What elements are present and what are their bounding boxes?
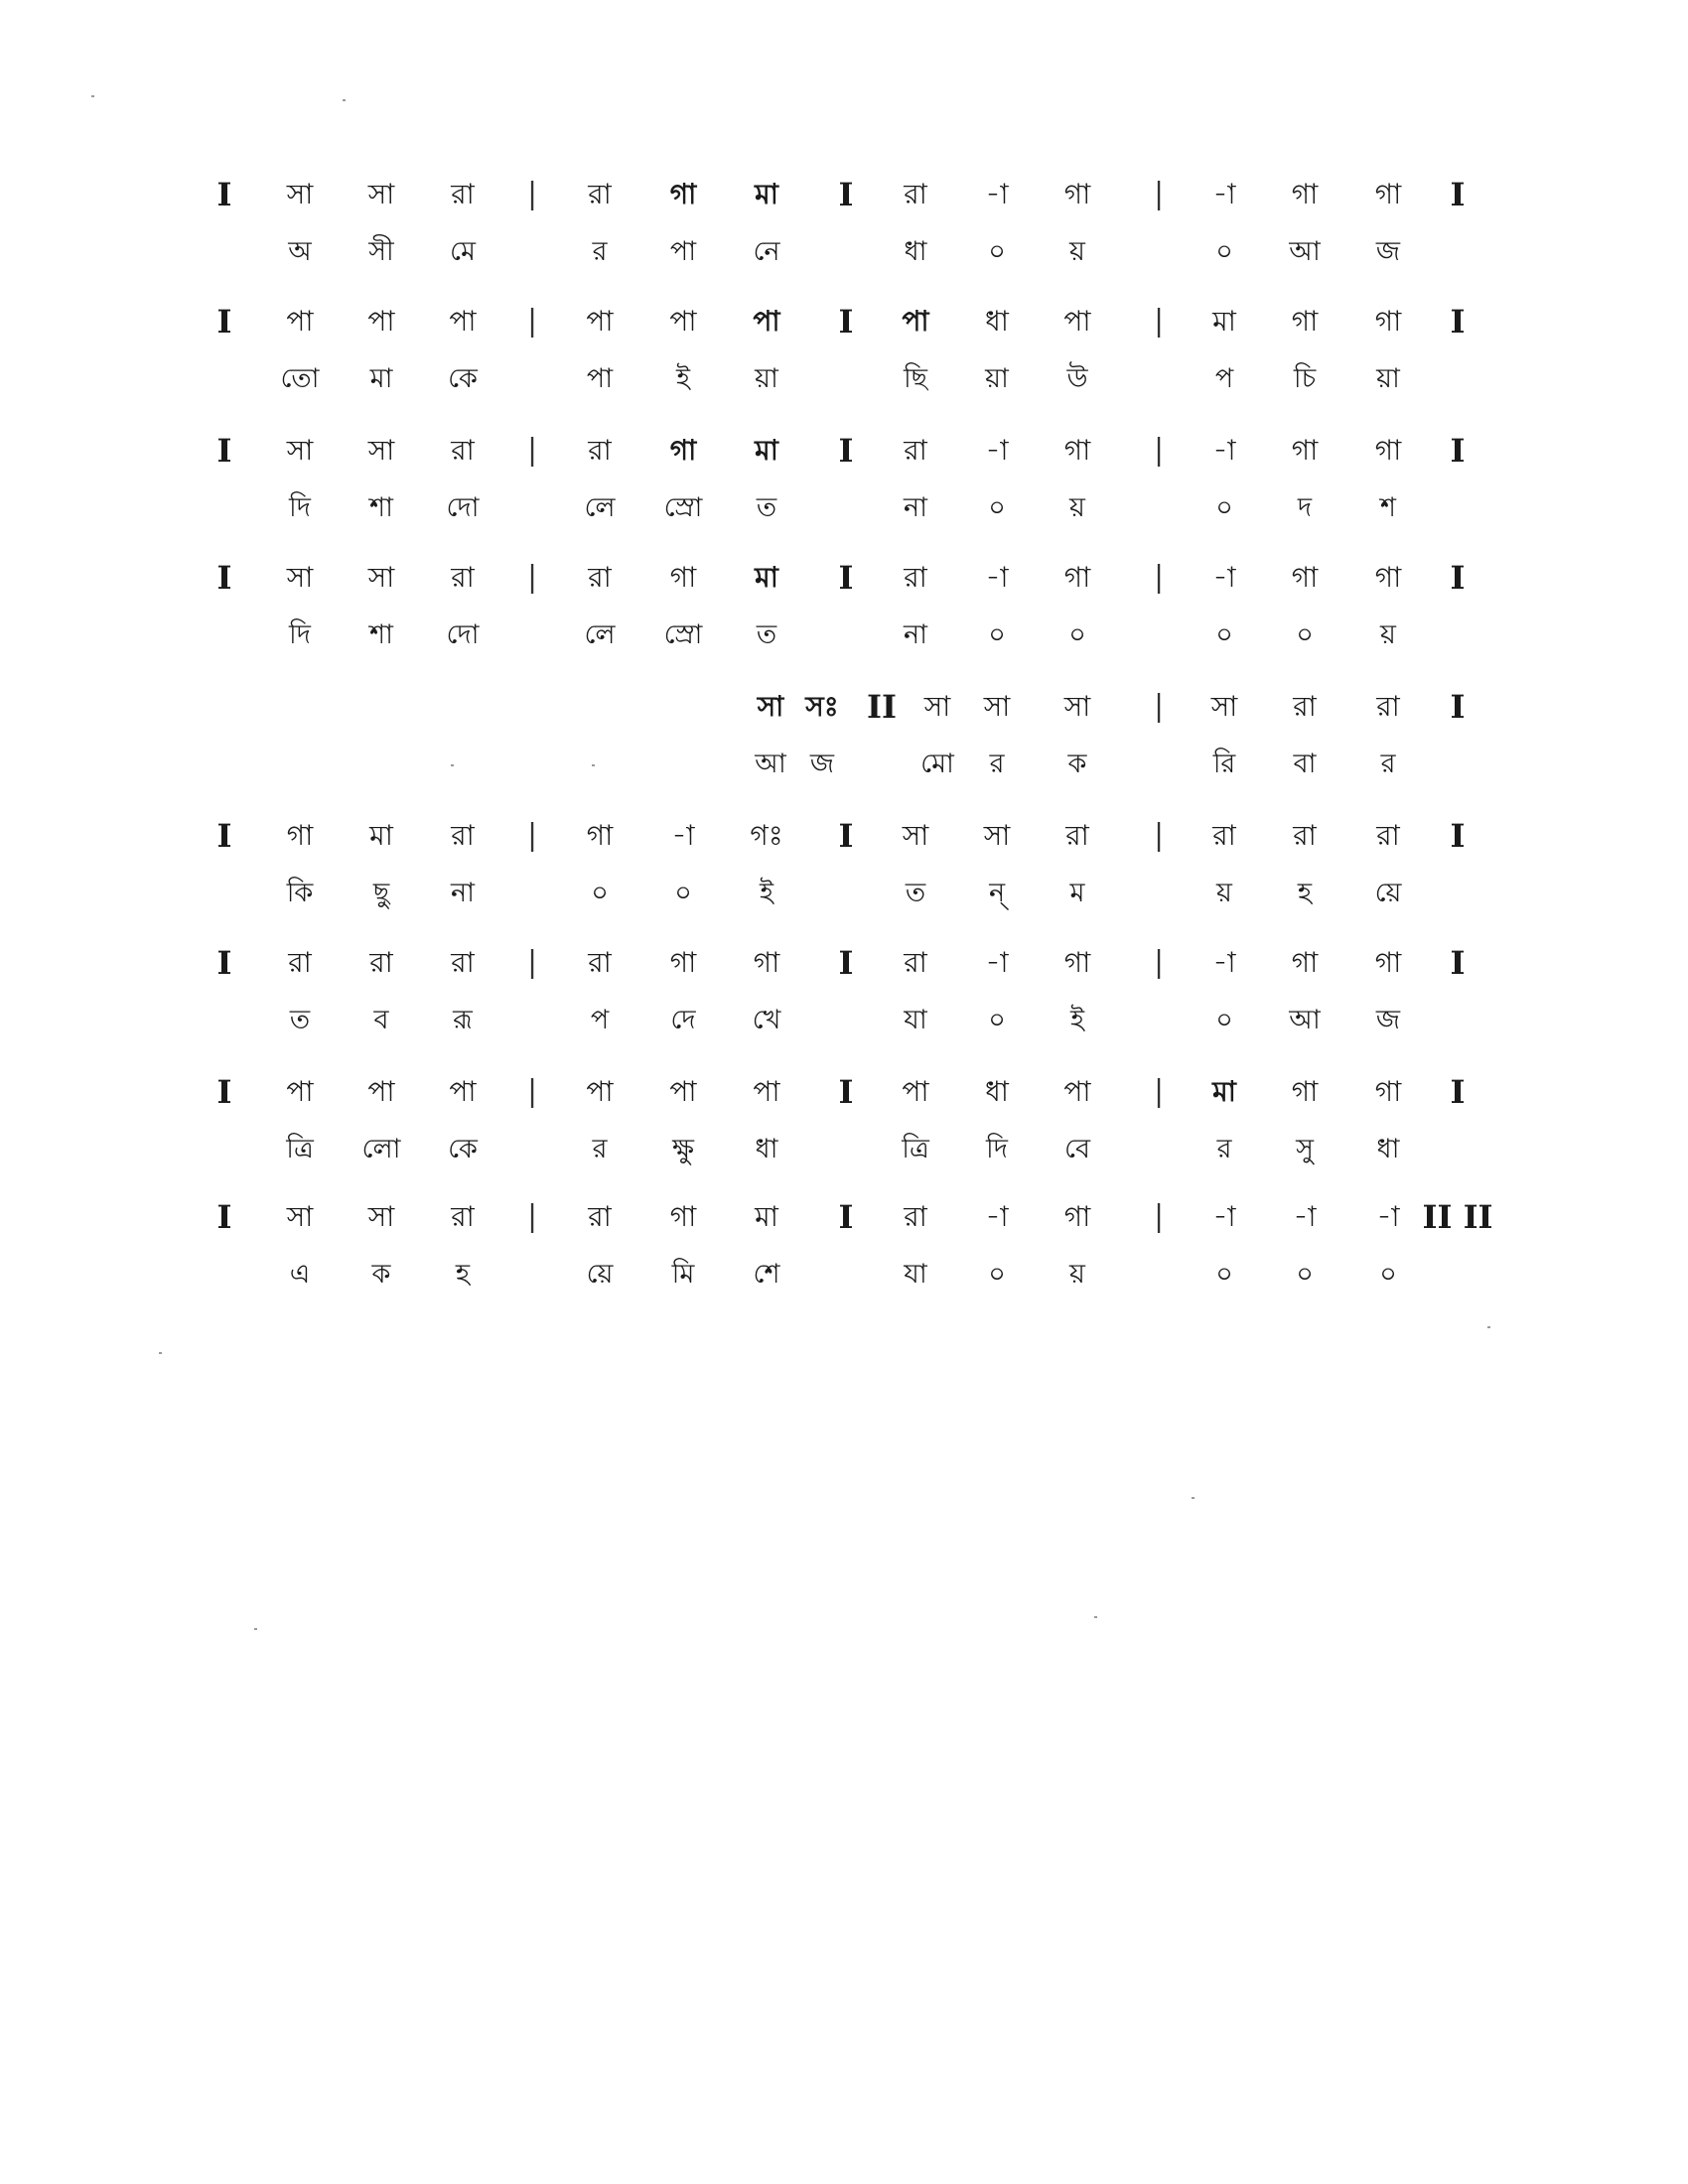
note-cell: রা bbox=[451, 434, 475, 467]
bar-line-minor: | bbox=[526, 945, 538, 980]
lyric-syllable: ক bbox=[371, 1259, 391, 1290]
lyric-syllable: কে bbox=[448, 1134, 478, 1164]
note-cell: গা bbox=[1063, 561, 1091, 594]
lyric-syllable: ছু bbox=[372, 878, 390, 908]
lyric-syllable: তো bbox=[280, 363, 320, 394]
bar-line-minor: | bbox=[526, 304, 538, 339]
lyric-syllable: সী bbox=[368, 236, 394, 267]
lyric-syllable: য় bbox=[1069, 1259, 1085, 1290]
lyric-syllable: লে bbox=[584, 492, 616, 523]
note-cell: পা bbox=[586, 1075, 614, 1108]
note-cell: মা bbox=[755, 561, 778, 594]
lyric-syllable: ০ bbox=[674, 878, 692, 908]
bar-line-minor: | bbox=[1153, 560, 1165, 595]
lyric-syllable: য়ে bbox=[586, 1259, 614, 1290]
note-cell: গা bbox=[1291, 434, 1319, 467]
bar-line-major: I bbox=[1450, 303, 1466, 341]
note-cell: রা bbox=[588, 434, 612, 467]
note-cell: পা bbox=[753, 1075, 780, 1108]
lyric-syllable: জ bbox=[809, 749, 835, 779]
lyric-syllable: র bbox=[592, 236, 608, 267]
note-cell: -া bbox=[1212, 434, 1236, 467]
note-cell: পা bbox=[286, 305, 314, 338]
bar-line-major: I bbox=[1450, 817, 1466, 855]
lyric-syllable: সু bbox=[1296, 1134, 1314, 1164]
bar-line-minor: | bbox=[1153, 304, 1165, 339]
bar-line-major: I bbox=[1450, 1073, 1466, 1111]
lyric-syllable: ত bbox=[905, 878, 926, 908]
scan-speck bbox=[451, 764, 454, 766]
bar-line-major: I bbox=[838, 559, 854, 597]
lyric-syllable: ০ bbox=[988, 619, 1006, 650]
lyric-syllable: ই bbox=[759, 878, 774, 908]
lyric-syllable: না bbox=[904, 619, 927, 650]
lyric-syllable: ত bbox=[756, 619, 777, 650]
note-cell: পা bbox=[367, 305, 395, 338]
bar-line-minor: | bbox=[1153, 177, 1165, 211]
lyric-syllable: ত bbox=[756, 492, 777, 523]
lyric-syllable: জ bbox=[1375, 236, 1401, 267]
note-cell: রা bbox=[588, 946, 612, 979]
notation-line-6-lyrics bbox=[0, 872, 1688, 915]
bar-line-major: I bbox=[216, 176, 232, 213]
lyric-syllable: হ bbox=[455, 1259, 471, 1290]
notation-line-6-notes bbox=[0, 814, 1688, 858]
lyric-syllable: ০ bbox=[1215, 619, 1233, 650]
note-cell: সা bbox=[757, 690, 784, 723]
note-cell: মা bbox=[1212, 305, 1236, 338]
note-cell: পা bbox=[286, 1075, 314, 1108]
lyric-syllable: উ bbox=[1066, 363, 1088, 394]
lyric-syllable: য় bbox=[1069, 492, 1085, 523]
note-cell: গা bbox=[586, 819, 614, 852]
bar-line-major: I bbox=[216, 944, 232, 982]
bar-line-major: II bbox=[867, 688, 897, 726]
lyric-syllable: র bbox=[1380, 749, 1396, 779]
note-cell: রা bbox=[1212, 819, 1236, 852]
lyric-syllable: দি bbox=[986, 1134, 1008, 1164]
lyric-syllable: মো bbox=[920, 749, 954, 779]
note-cell: -া bbox=[1212, 1200, 1236, 1233]
note-cell: রা bbox=[588, 561, 612, 594]
scan-speck bbox=[91, 95, 94, 97]
notation-line-2-notes bbox=[0, 300, 1688, 343]
note-cell: রা bbox=[904, 1200, 927, 1233]
note-cell: গা bbox=[1291, 178, 1319, 210]
lyric-syllable: ০ bbox=[1215, 236, 1233, 267]
scan-speck bbox=[159, 1352, 162, 1354]
lyric-syllable: ০ bbox=[988, 236, 1006, 267]
lyric-syllable: শে bbox=[753, 1259, 780, 1290]
note-cell: -া bbox=[1212, 178, 1236, 210]
note-cell: মা bbox=[369, 819, 393, 852]
lyric-syllable: ০ bbox=[591, 878, 609, 908]
lyric-syllable: নে bbox=[753, 236, 780, 267]
note-cell: সা bbox=[983, 819, 1011, 852]
bar-line-minor: | bbox=[1153, 818, 1165, 853]
lyric-syllable: স্রো bbox=[663, 492, 703, 523]
note-cell: রা bbox=[288, 946, 312, 979]
lyric-syllable: কি bbox=[286, 878, 314, 908]
lyric-syllable: অ bbox=[288, 236, 312, 267]
lyric-syllable: শা bbox=[369, 619, 393, 650]
note-cell: পা bbox=[449, 1075, 477, 1108]
note-cell: গা bbox=[1374, 946, 1402, 979]
bar-line-major: I bbox=[838, 1198, 854, 1236]
lyric-syllable: দ bbox=[1297, 492, 1313, 523]
note-cell: পা bbox=[367, 1075, 395, 1108]
lyric-syllable: বা bbox=[1293, 749, 1317, 779]
note-cell: গা bbox=[669, 178, 697, 210]
lyric-syllable: মি bbox=[671, 1259, 695, 1290]
note-cell: -া bbox=[1212, 561, 1236, 594]
bar-line-minor: | bbox=[526, 1074, 538, 1109]
note-cell: গা bbox=[669, 1200, 697, 1233]
lyric-syllable: দি bbox=[289, 619, 311, 650]
scan-speck bbox=[254, 1628, 257, 1630]
notation-line-9-lyrics bbox=[0, 1253, 1688, 1297]
note-cell: গা bbox=[286, 819, 314, 852]
lyric-syllable: ০ bbox=[988, 492, 1006, 523]
note-cell: গা bbox=[1374, 305, 1402, 338]
lyric-syllable: ত bbox=[289, 1005, 311, 1035]
lyric-syllable: ছি bbox=[903, 363, 928, 394]
note-cell: রা bbox=[904, 561, 927, 594]
note-cell: গা bbox=[1291, 1075, 1319, 1108]
bar-line-major: I bbox=[1450, 559, 1466, 597]
bar-line-major: I bbox=[1450, 176, 1466, 213]
note-cell: মা bbox=[755, 178, 778, 210]
note-cell: -া bbox=[1212, 946, 1236, 979]
note-cell: সা bbox=[1063, 690, 1091, 723]
note-cell: সা bbox=[286, 561, 314, 594]
bar-line-major: I bbox=[216, 817, 232, 855]
notation-line-3-lyrics bbox=[0, 486, 1688, 530]
note-cell: রা bbox=[451, 561, 475, 594]
lyric-syllable: চি bbox=[1293, 363, 1317, 394]
note-cell: গা bbox=[1374, 561, 1402, 594]
note-cell: গা bbox=[1063, 434, 1091, 467]
lyric-syllable: প bbox=[590, 1005, 610, 1035]
lyric-syllable: ০ bbox=[1296, 619, 1314, 650]
note-cell: সা bbox=[286, 434, 314, 467]
notation-line-7-lyrics bbox=[0, 999, 1688, 1042]
note-cell: পা bbox=[1063, 1075, 1091, 1108]
note-cell: রা bbox=[451, 946, 475, 979]
note-cell: -া bbox=[1376, 1200, 1400, 1233]
bar-line-minor: | bbox=[526, 818, 538, 853]
note-cell: সা bbox=[367, 1200, 395, 1233]
lyric-syllable: র bbox=[989, 749, 1005, 779]
lyric-syllable: ম bbox=[1069, 878, 1085, 908]
lyric-syllable: জ bbox=[1375, 1005, 1401, 1035]
note-cell: পা bbox=[902, 305, 929, 338]
lyric-syllable: না bbox=[451, 878, 475, 908]
notation-line-4-notes bbox=[0, 556, 1688, 600]
note-cell: গা bbox=[1374, 434, 1402, 467]
bar-line-major: I bbox=[838, 432, 854, 470]
scan-speck bbox=[592, 764, 595, 766]
note-cell: রা bbox=[1293, 690, 1317, 723]
notation-line-2-lyrics bbox=[0, 357, 1688, 401]
lyric-syllable: র bbox=[1216, 1134, 1232, 1164]
lyric-syllable: ক bbox=[1067, 749, 1087, 779]
note-cell: গা bbox=[1374, 178, 1402, 210]
note-cell: সা bbox=[367, 434, 395, 467]
lyric-syllable: য়া bbox=[755, 363, 778, 394]
lyric-syllable: ০ bbox=[1379, 1259, 1397, 1290]
notation-line-8-lyrics bbox=[0, 1128, 1688, 1171]
note-cell: পা bbox=[586, 305, 614, 338]
note-cell: গা bbox=[1063, 178, 1091, 210]
lyric-syllable: ধা bbox=[904, 236, 927, 267]
lyric-syllable: না bbox=[904, 492, 927, 523]
note-cell: গা bbox=[669, 946, 697, 979]
lyric-syllable: হ bbox=[1297, 878, 1313, 908]
note-cell: -া bbox=[1293, 1200, 1317, 1233]
note-cell: রা bbox=[451, 1200, 475, 1233]
lyric-syllable: দো bbox=[446, 492, 480, 523]
bar-line-minor: | bbox=[526, 1199, 538, 1234]
lyric-syllable: ০ bbox=[1215, 1259, 1233, 1290]
scan-speck bbox=[1487, 1326, 1490, 1328]
notation-line-5-lyrics bbox=[0, 743, 1688, 786]
note-cell: পা bbox=[449, 305, 477, 338]
note-cell: -া bbox=[985, 561, 1009, 594]
notation-line-9-notes bbox=[0, 1195, 1688, 1239]
note-cell: গা bbox=[1291, 561, 1319, 594]
note-cell: গা bbox=[1063, 1200, 1091, 1233]
scan-speck bbox=[1192, 1497, 1195, 1499]
lyric-syllable: ০ bbox=[988, 1259, 1006, 1290]
note-cell: পা bbox=[1063, 305, 1091, 338]
bar-line-minor: | bbox=[1153, 1199, 1165, 1234]
bar-line-major: I bbox=[216, 1198, 232, 1236]
note-cell: পা bbox=[669, 1075, 697, 1108]
lyric-syllable: ০ bbox=[1215, 1005, 1233, 1035]
lyric-syllable: আ bbox=[755, 749, 786, 779]
notation-line-7-notes bbox=[0, 941, 1688, 985]
note-cell: পা bbox=[902, 1075, 929, 1108]
note-cell: গা bbox=[1374, 1075, 1402, 1108]
note-cell: রা bbox=[904, 178, 927, 210]
note-cell: গঃ bbox=[750, 819, 783, 852]
note-cell: সা bbox=[367, 178, 395, 210]
lyric-syllable: কে bbox=[448, 363, 478, 394]
bar-line-minor: | bbox=[1153, 689, 1165, 724]
lyric-syllable: ই bbox=[1069, 1005, 1085, 1035]
bar-line-minor: | bbox=[1153, 1074, 1165, 1109]
notation-line-5-notes bbox=[0, 685, 1688, 729]
note-cell: -া bbox=[985, 1200, 1009, 1233]
note-cell: ধা bbox=[985, 1075, 1009, 1108]
bar-line-major: I bbox=[838, 944, 854, 982]
note-cell: গা bbox=[669, 434, 697, 467]
note-cell: পা bbox=[753, 305, 780, 338]
lyric-syllable: দো bbox=[446, 619, 480, 650]
bar-line-minor: | bbox=[526, 433, 538, 468]
lyric-syllable: রূ bbox=[453, 1005, 473, 1035]
note-cell: রা bbox=[369, 946, 393, 979]
bar-line-major: I bbox=[1450, 688, 1466, 726]
note-cell: গা bbox=[1291, 305, 1319, 338]
lyric-syllable: শা bbox=[369, 492, 393, 523]
lyric-syllable: ধা bbox=[755, 1134, 778, 1164]
lyric-syllable: র bbox=[592, 1134, 608, 1164]
bar-line-minor: | bbox=[1153, 433, 1165, 468]
note-cell: পা bbox=[669, 305, 697, 338]
lyric-syllable: য় bbox=[1069, 236, 1085, 267]
lyric-syllable: য়ে bbox=[1374, 878, 1402, 908]
note-cell: মা bbox=[1212, 1075, 1236, 1108]
note-cell: সঃ bbox=[805, 690, 839, 723]
notation-line-8-notes bbox=[0, 1070, 1688, 1114]
lyric-syllable: ০ bbox=[1215, 492, 1233, 523]
notation-line-4-lyrics bbox=[0, 614, 1688, 657]
bar-line-major: I bbox=[216, 559, 232, 597]
note-cell: রা bbox=[588, 178, 612, 210]
note-cell: গা bbox=[1291, 946, 1319, 979]
note-cell: সা bbox=[286, 1200, 314, 1233]
note-cell: -া bbox=[985, 178, 1009, 210]
bar-line-minor: | bbox=[1153, 945, 1165, 980]
bar-line-major: I bbox=[838, 1073, 854, 1111]
note-cell: সা bbox=[1210, 690, 1238, 723]
note-cell: রা bbox=[451, 819, 475, 852]
lyric-syllable: ধা bbox=[1376, 1134, 1400, 1164]
notation-line-1-lyrics bbox=[0, 230, 1688, 274]
lyric-syllable: মা bbox=[369, 363, 393, 394]
notation-line-3-notes bbox=[0, 429, 1688, 473]
lyric-syllable: য় bbox=[1216, 878, 1232, 908]
lyric-syllable: দি bbox=[289, 492, 311, 523]
bar-line-major: I bbox=[838, 303, 854, 341]
lyric-syllable: আ bbox=[1289, 1005, 1321, 1035]
lyric-syllable: ত্রি bbox=[286, 1134, 314, 1164]
lyric-syllable: লো bbox=[361, 1134, 401, 1164]
lyric-syllable: য় bbox=[1380, 619, 1396, 650]
note-cell: রা bbox=[1376, 819, 1400, 852]
note-cell: মা bbox=[755, 434, 778, 467]
note-cell: রা bbox=[904, 434, 927, 467]
note-cell: -া bbox=[985, 434, 1009, 467]
lyric-syllable: য়া bbox=[985, 363, 1009, 394]
lyric-syllable: দে bbox=[670, 1005, 696, 1035]
lyric-syllable: রি bbox=[1212, 749, 1236, 779]
scan-speck bbox=[343, 99, 346, 101]
note-cell: সা bbox=[902, 819, 929, 852]
lyric-syllable: পা bbox=[586, 363, 614, 394]
bar-line-major: I bbox=[1450, 944, 1466, 982]
lyric-syllable: ক্ষু bbox=[672, 1134, 694, 1164]
bar-line-major: I bbox=[216, 1073, 232, 1111]
bar-line-major: I bbox=[1450, 432, 1466, 470]
bar-line-minor: | bbox=[526, 560, 538, 595]
note-cell: রা bbox=[1293, 819, 1317, 852]
notation-line-1-notes bbox=[0, 173, 1688, 216]
bar-line-major: I bbox=[216, 303, 232, 341]
note-cell: সা bbox=[286, 178, 314, 210]
bar-line-minor: | bbox=[526, 177, 538, 211]
lyric-syllable: য়া bbox=[1376, 363, 1400, 394]
lyric-syllable: ই bbox=[675, 363, 691, 394]
lyric-syllable: ০ bbox=[988, 1005, 1006, 1035]
lyric-syllable: ০ bbox=[1068, 619, 1086, 650]
lyric-syllable: এ bbox=[289, 1259, 311, 1290]
lyric-syllable: মে bbox=[450, 236, 476, 267]
bar-line-major: I bbox=[838, 817, 854, 855]
note-cell: মা bbox=[755, 1200, 778, 1233]
note-cell: রা bbox=[1376, 690, 1400, 723]
note-cell: ধা bbox=[985, 305, 1009, 338]
note-cell: সা bbox=[367, 561, 395, 594]
note-cell: রা bbox=[904, 946, 927, 979]
note-cell: গা bbox=[1063, 946, 1091, 979]
note-cell: গা bbox=[753, 946, 780, 979]
lyric-syllable: বে bbox=[1064, 1134, 1090, 1164]
lyric-syllable: যা bbox=[904, 1005, 927, 1035]
lyric-syllable: লে bbox=[584, 619, 616, 650]
lyric-syllable: ন্ bbox=[988, 878, 1006, 908]
note-cell: -া bbox=[985, 946, 1009, 979]
bar-line-major: I bbox=[838, 176, 854, 213]
lyric-syllable: খে bbox=[752, 1005, 781, 1035]
scan-speck bbox=[1094, 1616, 1097, 1618]
note-cell: সা bbox=[983, 690, 1011, 723]
lyric-syllable: স্রো bbox=[663, 619, 703, 650]
note-cell: রা bbox=[451, 178, 475, 210]
lyric-syllable: আ bbox=[1289, 236, 1321, 267]
note-cell: গা bbox=[669, 561, 697, 594]
lyric-syllable: ০ bbox=[1296, 1259, 1314, 1290]
lyric-syllable: যা bbox=[904, 1259, 927, 1290]
note-cell: রা bbox=[1065, 819, 1089, 852]
lyric-syllable: ত্রি bbox=[902, 1134, 929, 1164]
lyric-syllable: ব bbox=[373, 1005, 389, 1035]
lyric-syllable: প bbox=[1214, 363, 1234, 394]
note-cell: সা bbox=[923, 690, 951, 723]
note-cell: রা bbox=[588, 1200, 612, 1233]
bar-line-major: I bbox=[216, 432, 232, 470]
note-cell: -া bbox=[671, 819, 695, 852]
bar-line-major: II II bbox=[1422, 1198, 1493, 1236]
lyric-syllable: পা bbox=[669, 236, 697, 267]
lyric-syllable: শ bbox=[1380, 492, 1396, 523]
